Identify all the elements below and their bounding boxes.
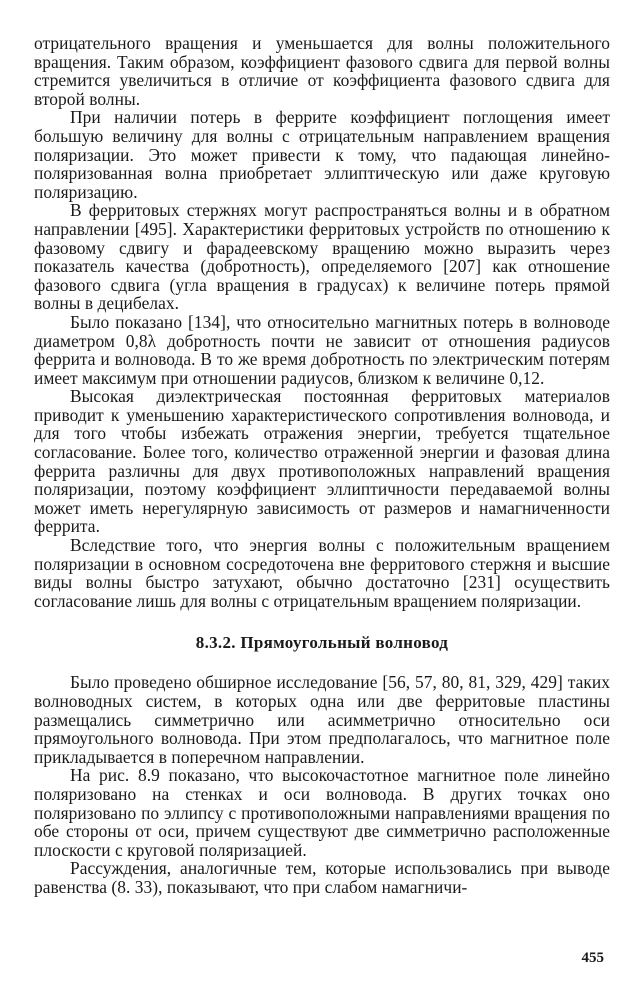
paragraph-6: Вследствие того, что энергия волны с положительным вращением поляризации в основном сосредоточена вне ферритового стержня и высшие виды волны быстро затухают, обычно достаточно [231] осуществить согласование лишь для волны с отрицательным вращением поляризации. <box>34 535 610 611</box>
paragraph-9: Рассуждения, аналогичные тем, которые использовались при выводе равенства (8. 33), показывают, что при слабом намагничи- <box>34 858 610 897</box>
paragraph-7: Было проведено обширное исследование [56, 57, 80, 81, 329, 429] таких волноводных систем, в которых одна или две ферритовые пластины размещались симметрично или асимметрично относительно оси прямоугольного волновода. При этом предполагалось, что магнитное поле прикладывается в поперечном направлении. <box>34 672 610 767</box>
section-heading: 8.3.2. Прямоугольный волновод <box>195 633 449 653</box>
paragraph-8: На рис. 8.9 показано, что высокочастотное магнитное поле линейно поляризовано на стенках и оси волновода. В других точках оно поляризовано по эллипсу с противоположными направлениями вращения по обе стороны от оси, причем существуют две симметрично расположенные плоскости с круговой поляризацией. <box>34 765 610 860</box>
paragraph-5: Высокая диэлектрическая постоянная ферритовых материалов приводит к уменьшению характеристического сопротивления волновода, и для того чтобы избежать отражения энергии, требуется тщательное согласование. Более того, количество отраженной энергии и фазовая длина феррита различны для двух противоположных направлений вращения поляризации, поэтому коэффициент эллиптичности передаваемой волны может иметь нерегулярную зависимость от размеров и намагниченности феррита. <box>34 386 610 537</box>
page-number: 455 <box>581 950 604 966</box>
paragraph-2: При наличии потерь в феррите коэффициент поглощения имеет большую величину для волны с отрицательным направлением вращения поляризации. Это может привести к тому, что падающая линейно-поляризованная волна приобретает эллиптическую или даже круговую поляризацию. <box>34 107 610 202</box>
paragraph-4: Было показано [134], что относительно магнитных потерь в волноводе диаметром 0,8λ добротность почти не зависит от отношения радиусов феррита и волновода. В то же время добротность по электрическим потерям имеет максимум при отношении радиусов, близком к величине 0,12. <box>34 311 610 388</box>
paragraph-1: отрицательного вращения и уменьшается для волны положительного вращения. Таким образом, коэффициент фазового сдвига для первой волны стремится увеличиться в отличие от коэффициента фазового сдвига для второй волны. <box>34 33 610 109</box>
page-body <box>34 34 610 897</box>
paragraph-3: В ферритовых стержнях могут распространяться волны и в обратном направлении [495]. Характеристики ферритовых устройств по отношению к фазовому сдвигу и фарадеевскому вращению можно выразить через показатель качества (добротность), определяемого [207] как отношение фазового сдвига (угла вращения в градусах) к величине потерь прямой волны в децибелах. <box>34 200 610 314</box>
